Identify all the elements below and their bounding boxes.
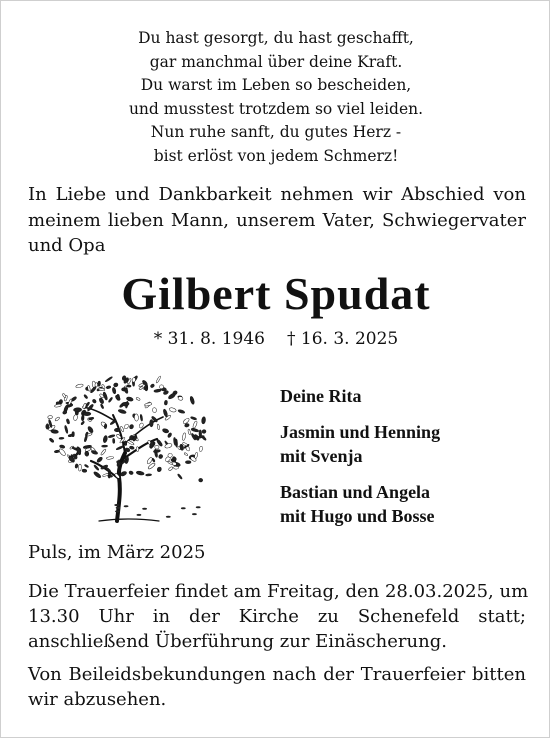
tree-leaf	[178, 396, 183, 400]
tree-leaf	[62, 393, 66, 398]
tree-leaf	[100, 404, 104, 409]
tree-leaf	[112, 438, 115, 443]
poem-line: Nun ruhe sanft, du gutes Herz -	[150, 123, 402, 141]
poem-line: gar manchmal über deine Kraft.	[149, 52, 403, 71]
family-line: mit Hugo und Bosse	[280, 506, 435, 526]
intro-text	[28, 182, 526, 259]
tree-leaf	[91, 450, 98, 455]
tree-leaf	[95, 383, 98, 387]
tree-leaf	[81, 421, 85, 425]
tree-leaf	[84, 464, 89, 468]
tree-leaf	[140, 414, 143, 421]
tree-leaf	[97, 381, 100, 386]
tree-leaf	[98, 397, 104, 404]
tree-leaf	[73, 408, 81, 412]
funeral-line: anschließend Überführung zur Einäscherung.	[28, 631, 447, 652]
tree-leaf	[108, 434, 115, 438]
tree-leaf	[112, 387, 117, 394]
tree-leaf	[144, 402, 152, 406]
tree-leaf	[115, 394, 122, 401]
tree-leaf	[169, 407, 177, 413]
tree-leaf	[96, 456, 103, 463]
tree-leaf	[103, 435, 108, 443]
intro-line: In Liebe und Dankbarkeit nehmen wir Abschied von	[28, 184, 526, 205]
family-line: Jasmin und Henning	[280, 422, 441, 442]
condolence-line: Von Beileidsbekundungen nach der Trauerfeier bitten	[28, 664, 526, 685]
tree-leaf	[116, 445, 124, 450]
tree-leaf	[158, 454, 163, 460]
tree-leaf	[66, 419, 70, 425]
tree-leaf	[190, 416, 197, 420]
tree-leaf	[75, 464, 79, 469]
tree-leaf	[164, 400, 168, 405]
fallen-leaf	[114, 504, 119, 506]
poem-line: Du warst im Leben so bescheiden,	[140, 76, 412, 94]
tree-leaf	[105, 376, 113, 382]
tree-leaf	[155, 445, 159, 449]
family-group	[280, 384, 440, 408]
intro-line: meinem lieben Mann, unserem Vater, Schwiegervater	[28, 209, 526, 231]
place-date: Puls, im März 2025	[28, 542, 206, 563]
birth-date: * 31. 8. 1946	[153, 329, 265, 349]
tree-leaf	[92, 399, 97, 404]
tree-leaf	[51, 429, 59, 434]
poem-line: und musstest trotzdem so viel leiden.	[128, 99, 424, 118]
tree-leaf	[150, 420, 154, 427]
tree-leaf	[189, 396, 195, 405]
tree-leaf	[59, 437, 64, 439]
death-date: † 16. 3. 2025	[287, 329, 399, 349]
fallen-leaf	[115, 510, 120, 512]
tree-leaf	[102, 445, 108, 447]
tree-leaf	[55, 417, 60, 422]
tree-leaf	[188, 429, 191, 435]
tree-leaf	[108, 397, 113, 403]
tree-leaf	[177, 473, 183, 479]
tree-leaf	[192, 421, 197, 429]
poem-line: bist erlöst von jedem Schmerz!	[153, 146, 399, 165]
deceased-name: Gilbert Spudat	[121, 268, 431, 319]
fallen-leaf	[142, 508, 147, 510]
tree-leaf	[182, 433, 186, 441]
tree-leaf	[163, 409, 169, 418]
fallen-leaf	[137, 514, 142, 516]
tree-leaf	[157, 424, 160, 430]
condolence-notice	[28, 662, 526, 712]
tree-leaf	[104, 424, 107, 429]
family-group	[280, 480, 440, 528]
tree-leaf	[136, 397, 141, 401]
funeral-line: 13.30 Uhr in der Kirche zu Schenefeld statt;	[28, 606, 526, 627]
tree-leaf	[54, 404, 61, 408]
fallen-leaf	[181, 507, 186, 509]
tree-leaf	[156, 466, 162, 472]
tree-leaf	[123, 423, 129, 429]
tree-leaf	[82, 469, 87, 473]
tree-leaf	[114, 428, 120, 432]
tree-leaf	[168, 392, 177, 400]
tree-leaf	[202, 429, 207, 434]
fallen-leaf	[124, 505, 129, 507]
tree-leaf	[64, 425, 68, 433]
tree-leaf	[106, 385, 111, 389]
poem	[1, 27, 550, 168]
tree-leaf	[132, 377, 136, 382]
tree-leaf	[129, 470, 134, 475]
tree-leaf	[168, 466, 173, 471]
tree-leaf	[113, 382, 119, 387]
tree-leaf	[73, 414, 78, 420]
tree-leaf	[48, 415, 53, 418]
tree-leaf	[46, 424, 49, 429]
tree-leaf	[173, 437, 176, 445]
tree-leaf	[106, 456, 113, 459]
tree-leaf	[159, 385, 164, 389]
intro-line: und Opa	[28, 235, 106, 256]
family-line: Bastian und Angela	[280, 482, 431, 502]
tree-leaf	[129, 424, 135, 430]
tree-leaf	[49, 438, 55, 443]
tree-leaf	[199, 446, 203, 452]
tree-leaf	[136, 447, 139, 452]
fallen-leaf	[166, 516, 171, 518]
tree-leaf	[78, 464, 81, 471]
tree-leaf	[82, 414, 84, 419]
tree-leaf	[167, 432, 172, 438]
poem-line: Du hast gesorgt, du hast geschafft,	[138, 29, 414, 47]
tree-leaf	[136, 471, 145, 476]
tree-leaf	[118, 409, 127, 415]
tree-leaf	[85, 451, 90, 456]
tree-leaf	[178, 409, 186, 414]
family-line: mit Svenja	[280, 446, 363, 466]
tree-leaf	[93, 471, 102, 479]
tree-leaf	[201, 416, 206, 424]
tree-leaf	[100, 449, 106, 456]
tree-leaf	[59, 444, 65, 448]
family-group	[280, 420, 440, 468]
tree-leaf	[154, 389, 162, 393]
tree-leaf	[83, 394, 88, 399]
funeral-notice	[28, 579, 529, 654]
tree-leaf	[146, 457, 153, 465]
tree-leaf	[150, 383, 155, 388]
tree-leaf	[75, 383, 83, 388]
tree-leaf	[134, 414, 138, 421]
tree-leaf	[108, 475, 112, 477]
life-dates	[1, 327, 550, 351]
tree-leaf	[152, 407, 157, 412]
windblown-tree-icon	[39, 373, 209, 525]
tree-leaf	[191, 428, 199, 433]
tree-leaf	[184, 452, 188, 456]
tree-leaf	[162, 428, 169, 434]
family-line: Deine Rita	[280, 386, 362, 406]
fallen-leaf	[192, 513, 197, 515]
tree-leaf	[127, 385, 132, 388]
tree-leaf	[156, 376, 162, 384]
fallen-leaf	[196, 506, 201, 508]
family-list	[280, 384, 440, 540]
fallen-leaf	[116, 507, 121, 509]
condolence-line: wir abzusehen.	[28, 689, 167, 710]
tree-leaf	[146, 474, 152, 477]
tree-leaf	[185, 461, 191, 464]
tree-leaf	[124, 387, 129, 394]
tree-leaf	[199, 478, 203, 482]
funeral-line: Die Trauerfeier findet am Freitag, den 28.03.2025, um	[28, 581, 529, 602]
